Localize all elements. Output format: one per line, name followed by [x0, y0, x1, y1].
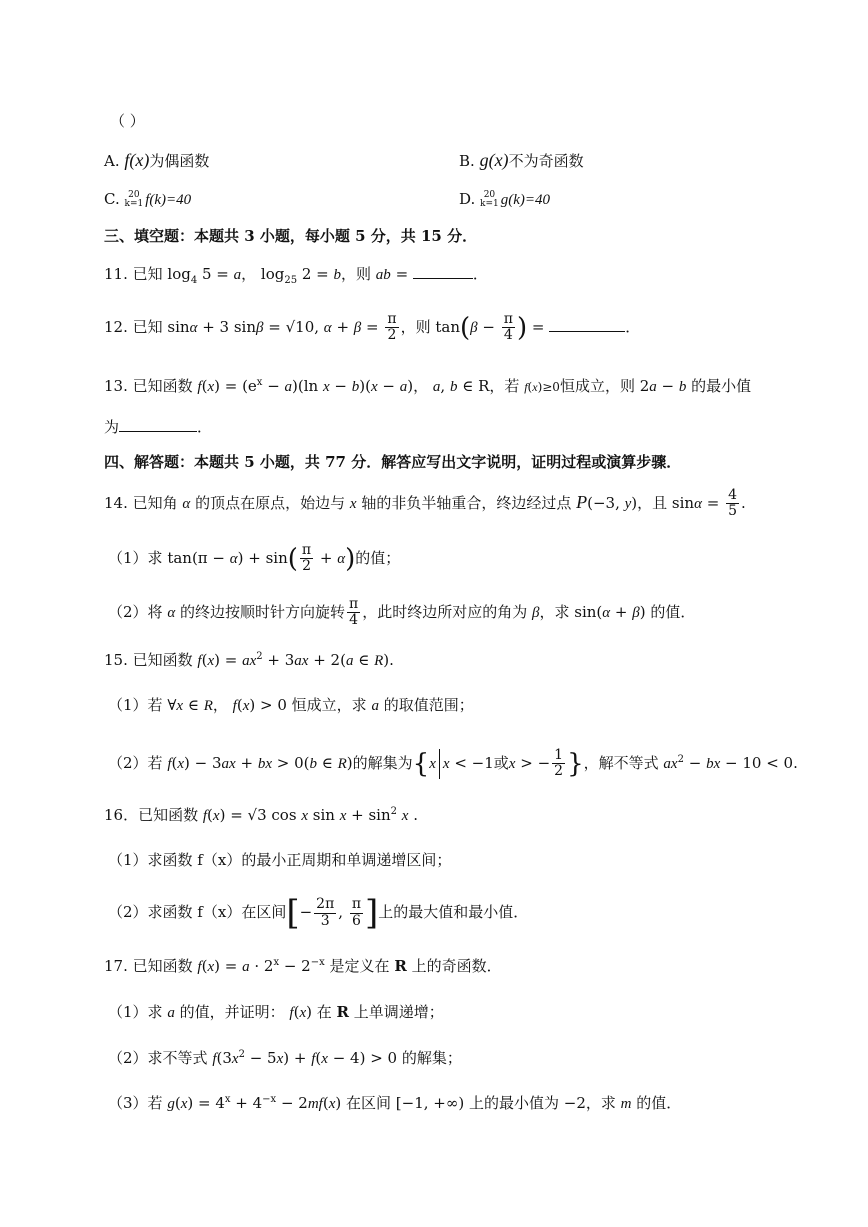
question-14-part-1: （1）求 tan(π − α) + sin( $\frac{\pi}{2}$ + α)的值； [108, 542, 401, 575]
section-answer-title: 四、解答题：本题共 5 小题，共 77 分．解答应写出文字说明，证明过程或演算步骤． [104, 453, 682, 471]
question-12: 12. 已知 sinα + 3 sinβ = √10, α + β = $\frac{\pi}{2}$ ，则 tan(β − $\frac{\pi}{4}$ ) = ． [104, 311, 641, 344]
section-fill-in-title: 三、填空题：本题共 3 小题，每小题 5 分，共 15 分． [104, 227, 478, 245]
question-17: 17. 已知函数 $f(x) = a \cdot 2^x - 2^{-x}$ 是定义在 R 上的奇函数． [104, 957, 502, 975]
question-15-part-1: （1）若 ∀x ∈ R， f(x) > 0 恒成立，求 a 的取值范围； [108, 696, 474, 714]
question-17-part-2: （2）求不等式 $f(3x^2 - 5x) + f(x - 4) > 0$ 的解集； [108, 1049, 462, 1067]
question-13: 13. 已知函数 $f(x) = (e^x - a)(\ln$ x − b)(x − a)， a, b ∈ R，若 f(x)≥0恒成立，则 2a − b 的最小值 [104, 377, 752, 395]
question-13-line2: 为 ． [104, 418, 213, 436]
option-c: C. 20 k=1 f(k)=40 [104, 190, 192, 209]
question-15-part-2: （2）若 f(x) − 3ax + bx > 0(b ∈ R)的解集为{x x < −1或x > − $\frac{1}{2}$ }，解不等式 $ax^2$ − bx − 10 < 0. [108, 747, 798, 780]
answer-bracket: （ ） [110, 112, 145, 130]
question-17-part-1: （1）求 a 的值，并证明： f(x) 在 R 上单调递增； [108, 1003, 444, 1021]
option-a: A. f(x)为偶函数 [104, 150, 210, 170]
option-d: D. 20 k=1 g(k)=40 [459, 190, 551, 209]
question-17-part-3: （3）若 $g(x) = 4^x + 4^{-x} - 2mf(x)$ 在区间 [−1, +∞) 上的最小值为 −2，求 m 的值． [108, 1094, 682, 1112]
question-11: 11. 已知 $\log_4 5 = a$， $\log_{25} 2 = b$，则 ab = ． [104, 265, 488, 286]
question-14: 14. 已知角 α 的顶点在原点，始边与 x 轴的非负半轴重合，终边经过点 P(−3, y)，且 sinα = $\frac{4}{5}$ . [104, 487, 746, 520]
question-15: 15. 已知函数 $f(x) = ax^2 + 3ax + 2(a$ ∈ R). [104, 651, 394, 669]
question-14-part-2: （2）将 α 的终边按顺时针方向旋转 $\frac{\pi}{4}$ ，此时终边所对应的角为 β，求 sin(α + β) 的值． [108, 596, 696, 629]
question-16-part-2: （2）求函数 f（x）在区间[− $\frac{2\pi}{3}$ , $\frac{\pi}{6}$ ]上的最大值和最小值． [108, 893, 529, 933]
option-b: B. g(x)不为奇函数 [459, 150, 584, 170]
question-16: 16．已知函数 f(x) = √3 cos x $\sin x + \sin^2 x$ . [104, 806, 418, 824]
question-16-part-1: （1）求函数 f（x）的最小正周期和单调递增区间； [108, 851, 452, 869]
